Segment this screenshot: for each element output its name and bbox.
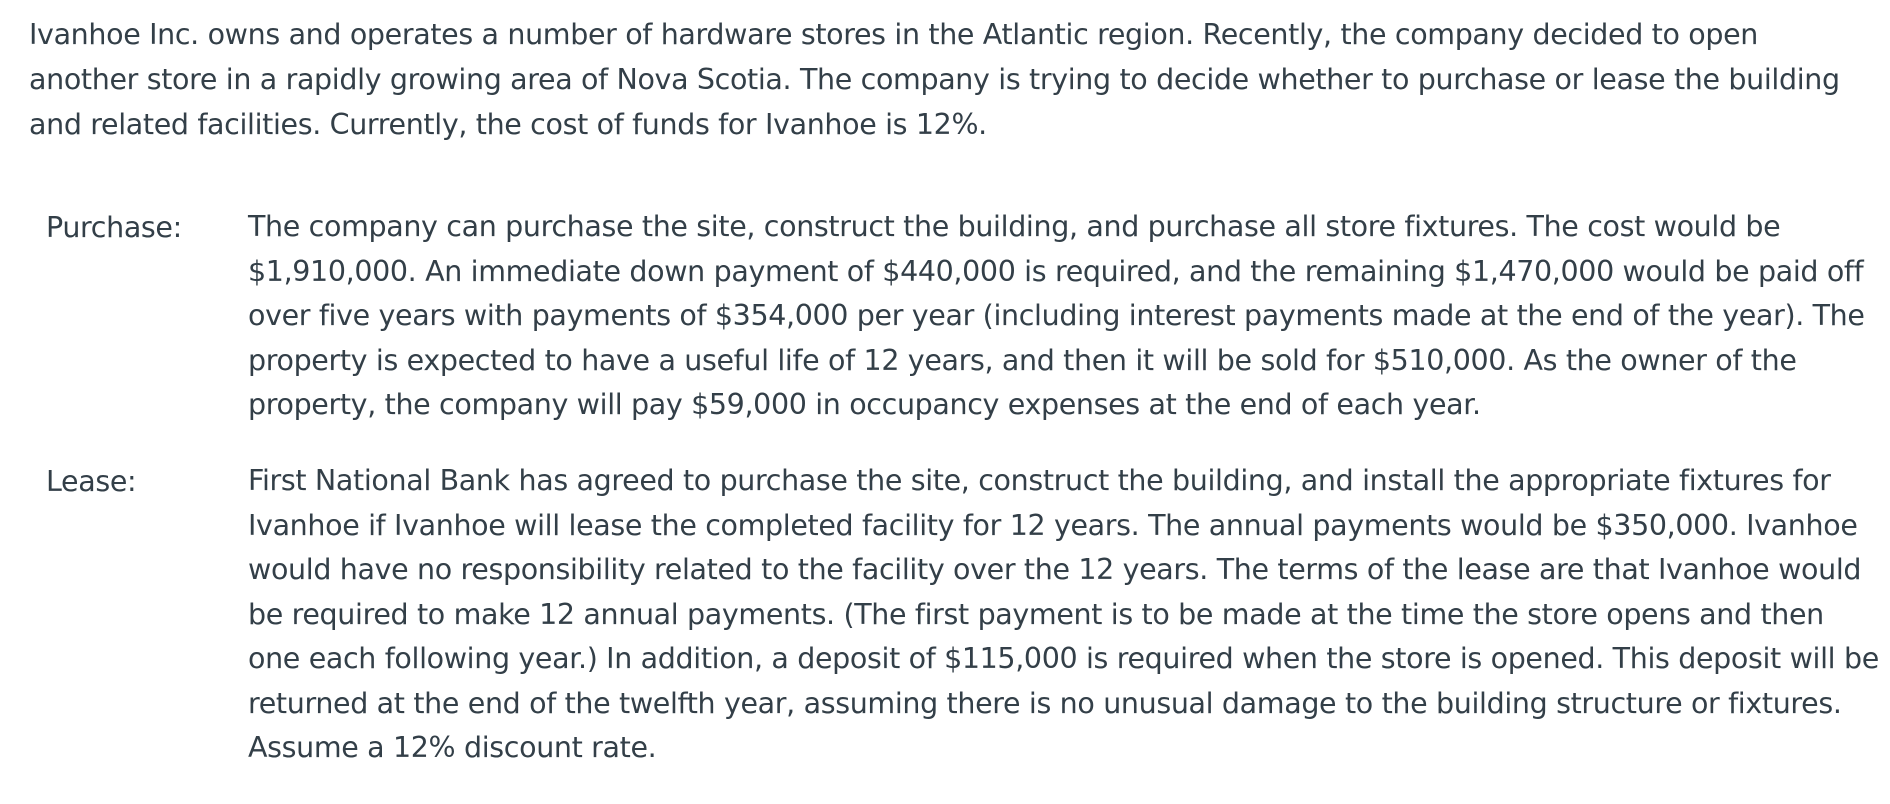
purchase-label: Purchase: <box>46 211 182 244</box>
lease-description: First National Bank has agreed to purchase the site, construct the building, and install the appropriate fixtures for Ivanhoe if Ivanhoe will lease the completed facility for 12 years. The annual payments would be $350,000. Ivanhoe would have no responsibility related to the facility over the 12 years. The terms of the lease are that Ivanhoe would be required to make 12 annual payments. (The first payment is to be made at the time the store opens and then one each following year.) In addition, a deposit of $115,000 is required when the store is opened. This deposit will be returned at the end of the twelfth year, assuming there is no unusual damage to the building structure or fixtures. Assume a 12% discount rate. <box>248 464 1879 764</box>
intro-paragraph: Ivanhoe Inc. owns and operates a number of hardware stores in the Atlantic region. Recently, the company decided to open another store in a rapidly growing area of Nova Scotia. The company is trying to decide whether to purchase or lease the building and related facilities. Currently, the cost of funds for Ivanhoe is 12%. <box>29 18 1840 141</box>
lease-label: Lease: <box>46 465 137 498</box>
purchase-description: The company can purchase the site, construct the building, and purchase all store fixtures. The cost would be $1,910,000. An immediate down payment of $440,000 is required, and the remaining $1,470,000 would be paid off over five years with payments of $354,000 per year (including interest payments made at the end of the year). The property is expected to have a useful life of 12 years, and then it will be sold for $510,000. As the owner of the property, the company will pay $59,000 in occupancy expenses at the end of each year. <box>248 210 1865 421</box>
